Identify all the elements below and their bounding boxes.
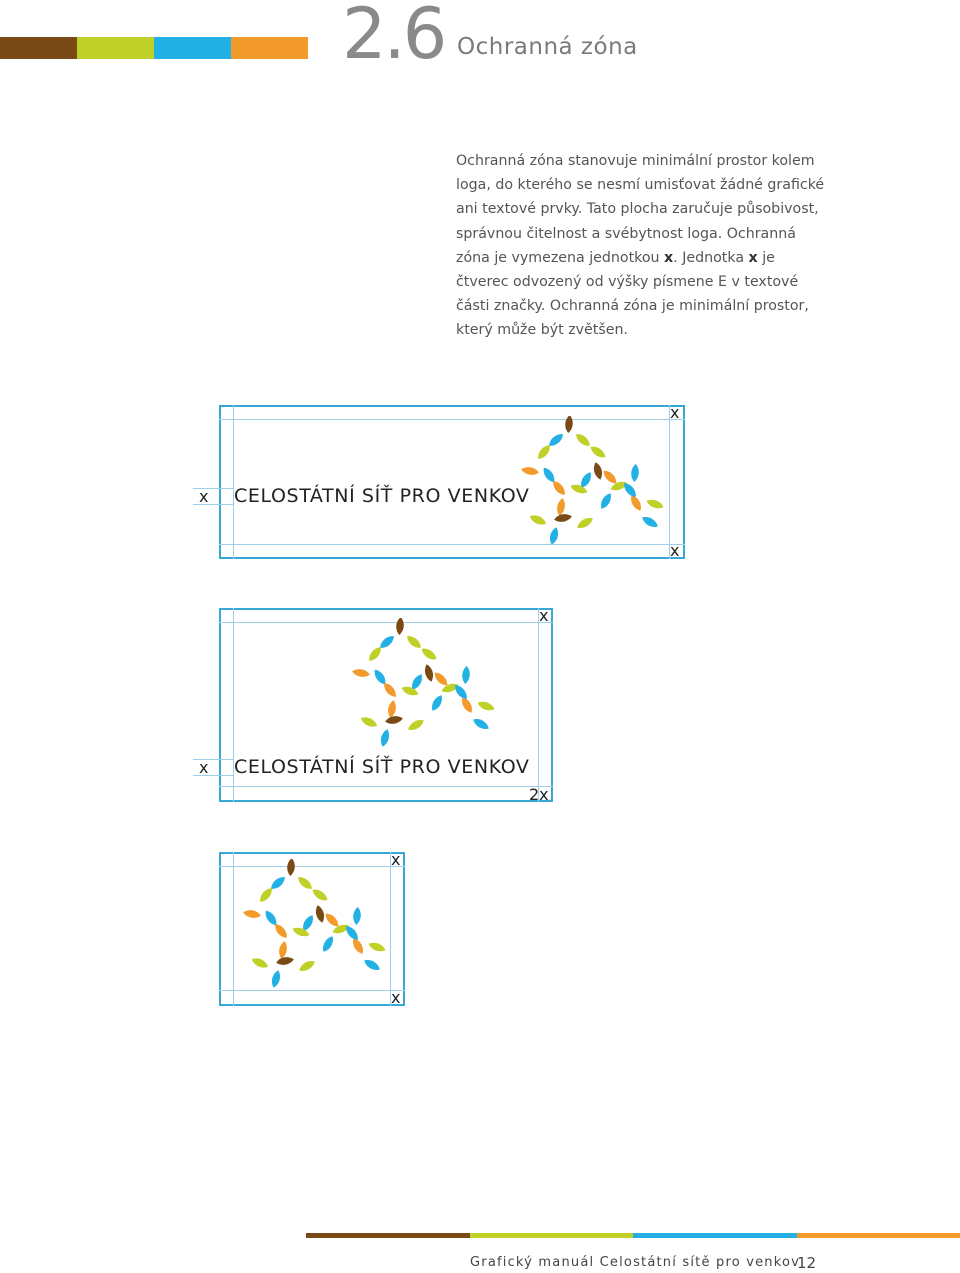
guide-line xyxy=(233,405,234,559)
double-unit-marker: 2x xyxy=(529,785,549,804)
unit-x-marker: x xyxy=(391,850,401,869)
guide-line xyxy=(669,405,670,559)
unit-x-marker: x xyxy=(670,403,680,422)
color-swatch-orange xyxy=(797,1233,960,1238)
section-title: Ochranná zóna xyxy=(457,34,638,60)
unit-x-marker: x xyxy=(670,541,680,560)
color-swatch-brown xyxy=(306,1233,470,1238)
header-color-bar xyxy=(0,37,308,59)
unit-x-marker: x xyxy=(199,758,209,777)
unit-x-1: x xyxy=(664,249,674,266)
logo-leaf-cluster xyxy=(340,618,500,750)
unit-x-2: x xyxy=(748,249,758,266)
intro-paragraph xyxy=(456,149,826,343)
page-number: 12 xyxy=(797,1254,817,1272)
intro-text-1: Ochranná zóna stanovuje minimální prostor kolem loga, do kterého se nesmí umisťovat žádné grafické ani textové prvky. Tato plocha zaručuje působivost, správnou čitelnost a svébytnost loga. Ochranná zóna je vymezena jednotkou xyxy=(456,153,825,266)
logo-leaf-cluster xyxy=(231,859,391,991)
footer-color-bar xyxy=(306,1233,960,1238)
color-swatch-blue xyxy=(154,37,231,59)
footer-title: Grafický manuál Celostátní sítě pro venkov xyxy=(470,1255,801,1270)
section-number: 2.6 xyxy=(342,0,445,75)
guide-line xyxy=(219,786,553,787)
color-swatch-blue xyxy=(633,1233,797,1238)
intro-text-3: je čtverec odvozený od výšky písmene E v textové části značky. Ochranná zóna je minimální prostor, který může být zvětšen. xyxy=(456,249,809,339)
logo-wordmark: CELOSTÁTNÍ SÍŤ PRO VENKOV xyxy=(234,756,530,778)
logo-wordmark: CELOSTÁTNÍ SÍŤ PRO VENKOV xyxy=(234,485,530,507)
unit-x-marker: x xyxy=(199,487,209,506)
color-swatch-brown xyxy=(0,37,77,59)
color-swatch-orange xyxy=(231,37,308,59)
color-swatch-green xyxy=(470,1233,633,1238)
intro-text-2: . Jednotka xyxy=(673,249,749,266)
unit-x-marker: x xyxy=(539,606,549,625)
color-swatch-green xyxy=(77,37,154,59)
guide-line xyxy=(538,608,539,802)
logo-leaf-cluster xyxy=(509,416,669,548)
unit-x-marker: x xyxy=(391,988,401,1007)
